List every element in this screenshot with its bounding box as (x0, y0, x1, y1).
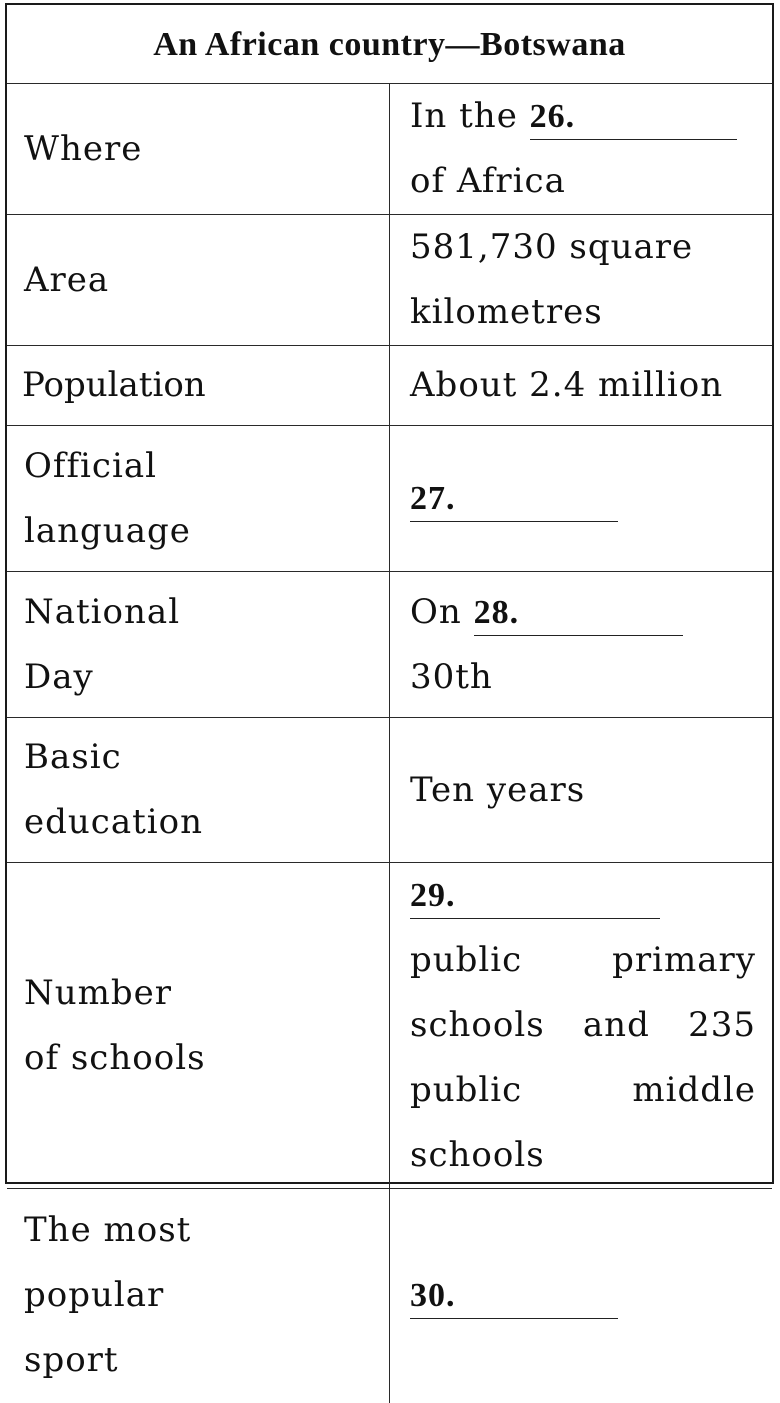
row-label-basic-education: Basic education (7, 718, 390, 863)
answer-blank-30[interactable] (410, 1273, 618, 1319)
answer-blank-27[interactable] (410, 476, 618, 522)
answer-blank-29[interactable] (410, 873, 660, 919)
row-value-basic-education: Ten years (390, 718, 773, 863)
row-label-national-day: National Day (7, 572, 390, 718)
answer-blank-26[interactable] (530, 94, 737, 140)
table-row (7, 572, 772, 718)
value-suffix: of Africa (410, 161, 566, 201)
table-row (7, 346, 772, 426)
blank-number: 28. (473, 593, 520, 631)
value-suffix: 30th (410, 656, 493, 697)
row-label-population: Population (7, 346, 390, 426)
blank-number: 27. (410, 480, 456, 517)
row-value-population: About 2.4 million (390, 346, 773, 426)
table-title: An African country—Botswana (7, 5, 772, 84)
value-prefix: In the (410, 96, 530, 136)
fact-table (7, 5, 772, 1403)
row-label-official-language: Official language (7, 426, 390, 572)
blank-number: 26. (529, 98, 576, 135)
row-value-area: 581,730 square kilometres (390, 215, 773, 346)
table-row (7, 718, 772, 863)
row-value-where (390, 84, 773, 215)
table-row (7, 84, 772, 215)
value-prefix: On (410, 591, 474, 632)
row-value-official-language (390, 426, 773, 572)
row-value-national-day (390, 572, 773, 718)
row-label-most-popular-sport: The most popular sport (7, 1189, 390, 1403)
row-value-most-popular-sport (390, 1189, 773, 1403)
answer-blank-28[interactable] (474, 590, 683, 636)
blank-number: 30. (410, 1277, 456, 1315)
row-value-number-of-schools (390, 863, 773, 1189)
value-suffix: public primary schools and 235 public middle schools (410, 940, 756, 1175)
row-label-area: Area (7, 215, 390, 346)
botswana-fact-table (5, 3, 774, 1381)
row-label-number-of-schools: Number of schools (7, 863, 390, 1189)
row-label-where: Where (7, 84, 390, 215)
table-row (7, 215, 772, 346)
blank-number: 29. (410, 877, 456, 914)
table-row (7, 426, 772, 572)
title-row (7, 5, 772, 84)
table-row (7, 863, 772, 1189)
table-row (7, 1189, 772, 1403)
